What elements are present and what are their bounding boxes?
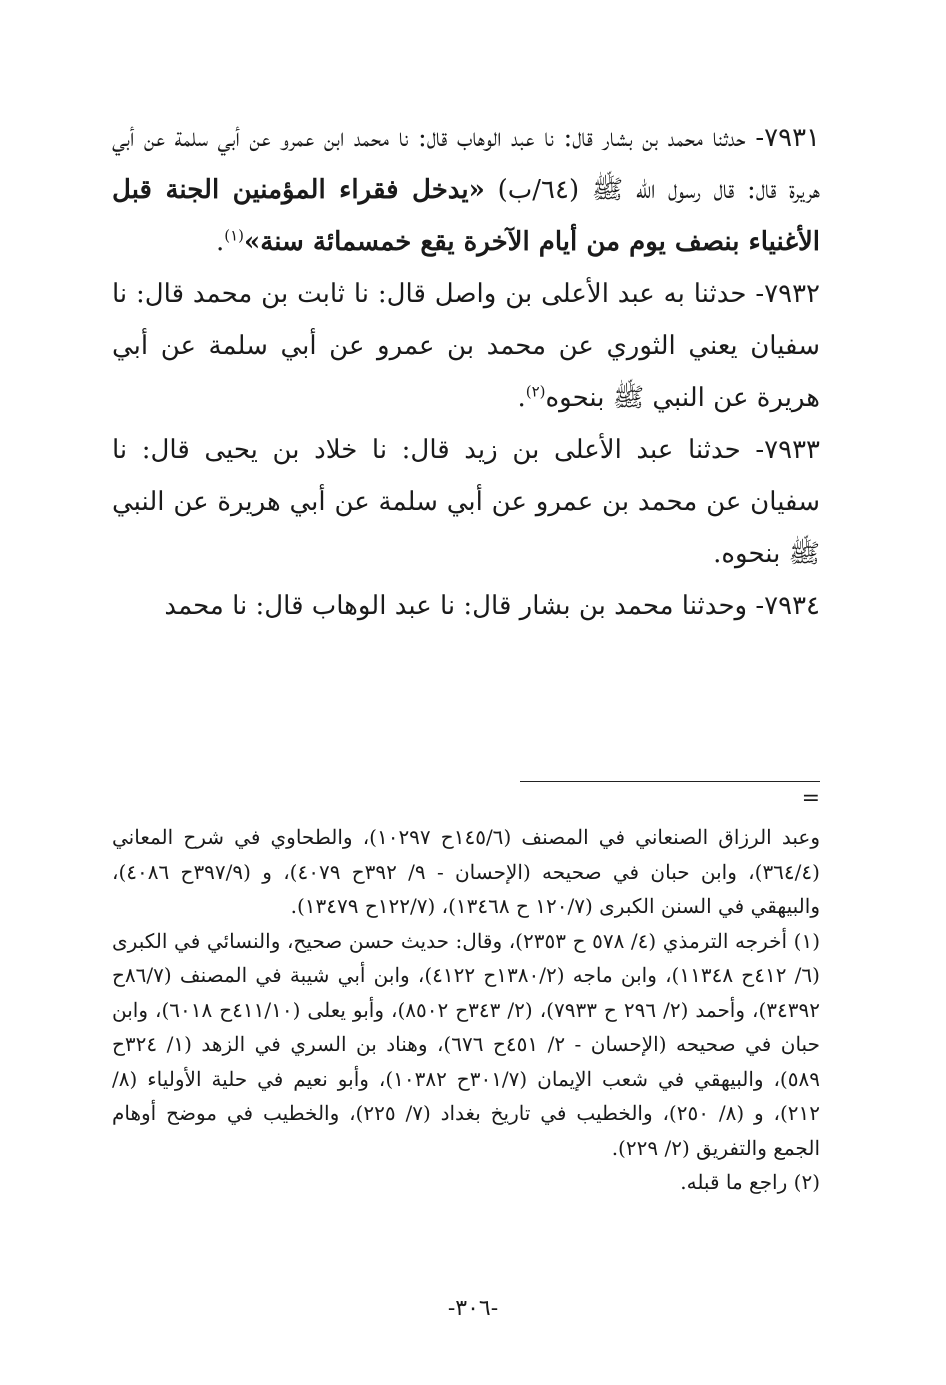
page (112, 112, 820, 1194)
footnote-ref[interactable]: (٢) (525, 382, 546, 401)
hadith-tail: . (215, 227, 225, 257)
hadith-text: وحدثنا محمد بن بشار قال: نا عبد الوهاب قال: نا محمد (164, 591, 756, 621)
separator-line (520, 781, 820, 782)
hadith-number: ٧٩٣٢- (755, 279, 820, 309)
footnote-2: (٢) راجع ما قبله. (680, 1170, 820, 1194)
hadith-7933 (112, 424, 820, 580)
hadith-quote: «يدخل فقراء المؤمنين الجنة قبل الأغنياء بنصف يوم من أيام الآخرة يقع خمسمائة سنة» (112, 175, 820, 257)
page-number: -٣٠٦- (447, 1296, 499, 1321)
hadith-7931 (112, 112, 820, 268)
main-text (112, 112, 820, 632)
footnote-1: (١) أخرجه الترمذي (٤/ ٥٧٨ ح ٢٣٥٣)، وقال: حديث حسن صحيح، والنسائي في الكبرى (٦/ ٤١٢ح ١١٣٤٨)، وابن ماجه (١٣٨٠/٢ح ٤١٢٢)، وابن أبي شيبة في المصنف (٨٦/٧ح ٣٤٣٩٢)، وأحمد (٢/ ٢٩٦ ح ٧٩٣٣)، (٢/ ٣٤٣ح ٨٥٠٢)، وأبو يعلى (٤١١/١٠ح ٦٠١٨)، وابن حبان في صحيحه (الإحسان - ٢/ ٤٥١ح ٦٧٦)، وهناد بن السري في الزهد (١/ ٣٢٤ح ٥٨٩)، والبيهقي في شعب الإيمان (٣٠١/٧ح ١٠٣٨٢)، وأبو نعيم في حلية الأولياء (٨/ ٢١٢)، و (٨/ ٢٥٠)، والخطيب في تاريخ بغداد (٧/ ٢٢٥)، والخطيب في موضح أوهام الجمع والتفريق (٢/ ٢٢٩). (112, 928, 820, 1160)
hadith-number: ٧٩٣٤- (755, 591, 820, 621)
footnote-continuation: وعبد الرزاق الصنعاني في المصنف (١٤٥/٦ح ١٠٢٩٧)، والطحاوي في شرح المعاني (٣٦٤/٤)، وابن حبان في صحيحه (الإحسان - ٩/ ٣٩٢ح ٤٠٧٩)، و (٣٩٧/٩ح ٤٠٨٦)، والبيهقي في السنن الكبرى (١٢٠/٧ ح ١٣٤٦٨)، (١٢٢/٧ح ١٣٤٧٩). (112, 825, 820, 918)
hadith-text: حدثنا محمد بن بشار قال: نا عبد الوهاب قال: نا محمد ابن عمرو عن أبي سلمة عن أبي هريرة قال: قال رسول الله ﷺ (٦٤/ب) (112, 123, 820, 205)
continuation-mark: = (801, 786, 820, 811)
hadith-7932 (112, 268, 820, 424)
footnote-separator (112, 778, 820, 818)
footnotes (112, 820, 820, 1200)
hadith-7934 (112, 580, 820, 632)
footnote-ref[interactable]: (١) (224, 226, 245, 245)
hadith-number: ٧٩٣٣- (755, 435, 820, 465)
hadith-text: حدثنا به عبد الأعلى بن واصل قال: نا ثابت بن محمد قال: نا سفيان يعني الثوري عن محمد بن عمرو عن أبي سلمة عن أبي هريرة عن النبي ﷺ بنحوه (112, 279, 820, 413)
hadith-text: حدثنا عبد الأعلى بن زيد قال: نا خلاد بن يحيى قال: نا سفيان عن محمد بن عمرو عن أبي سلمة عن أبي هريرة عن النبي ﷺ بنحوه. (112, 435, 820, 569)
hadith-tail: . (517, 383, 526, 413)
hadith-number: ٧٩٣١- (755, 123, 820, 153)
